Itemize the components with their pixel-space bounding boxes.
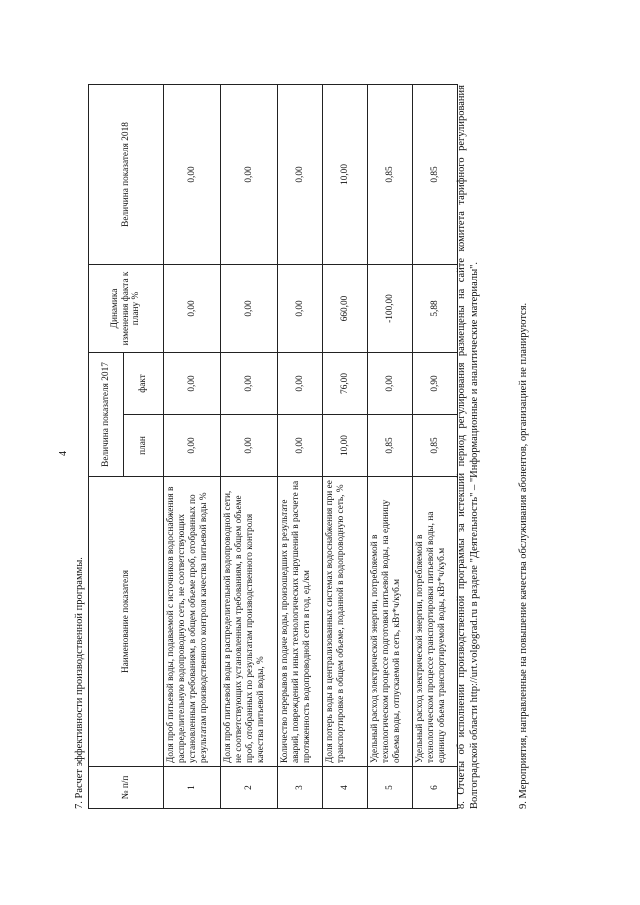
- row-dynamics: -100,00: [368, 264, 413, 352]
- row-number: 2: [221, 767, 278, 809]
- row-number: 1: [164, 767, 221, 809]
- row-plan: 0,00: [164, 415, 221, 477]
- row-fact: 76,00: [323, 352, 368, 414]
- row-name: Удельный расход электрической энергии, потребляемой в технологическом процессе транспортировки питьевой воды, на единицу объема транспортируемой воды, кВт*ч/куб.м: [413, 477, 458, 767]
- row-value-2018: 0,00: [221, 84, 278, 264]
- header-dynamics: Динамика изменения факта к плану %: [89, 264, 164, 352]
- row-plan: 0,85: [368, 415, 413, 477]
- row-name: Удельный расход электрической энергии, потребляемой в технологическом процессе подготовки питьевой воды, на единицу объема воды, отпускаемой в сеть, кВт*ч/куб.м: [368, 477, 413, 767]
- table-row: [368, 84, 413, 808]
- row-name: Доля проб питьевой воды в распределительной водопроводной сети, не соответствующих установленным требованиям, в общем объеме проб, отобранных по результатам производственного контроля качества питьевой воды, %: [221, 477, 278, 767]
- row-value-2018: 0,00: [278, 84, 323, 264]
- row-plan: 0,00: [278, 415, 323, 477]
- section-9-paragraph: 9. Мероприятия, направленные на повышение качества обслуживания абонентов, организацией не планируются.: [518, 302, 529, 809]
- row-value-2018: 0,00: [164, 84, 221, 264]
- row-fact: 0,00: [221, 352, 278, 414]
- row-number: 3: [278, 767, 323, 809]
- row-name: Количество перерывов в подаче воды, произошедших в результате аварий, повреждений и иных технологических нарушений в расчете на протяженность водопроводной сети в год, ед./км: [278, 477, 323, 767]
- row-plan: 0,00: [221, 415, 278, 477]
- table-row: [164, 84, 221, 808]
- section-7-title: 7. Расчет эффективности производственной программы.: [74, 557, 85, 809]
- row-plan: 0,85: [413, 415, 458, 477]
- section-8-paragraph: 8. Отчеты об исполнении производственной программы за истекший период регулирования размещены на сайте комитета тарифного регулирования Волгоградской области http://urt.volgograd.ru в разделе "Деятельность" – "Информационные и аналитические материалы".: [456, 85, 480, 809]
- header-row: [89, 84, 124, 808]
- row-name: Доля потерь воды в централизованных системах водоснабжения при ее транспортировке в общем объеме, поданной в водопроводную сеть, %: [323, 477, 368, 767]
- row-fact: 0,00: [368, 352, 413, 414]
- row-fact: 0,00: [164, 352, 221, 414]
- table-row: [221, 84, 278, 808]
- header-num: № п/п: [89, 767, 164, 809]
- header-value-2018: Величина показателя 2018: [89, 84, 164, 264]
- row-dynamics: 0,00: [278, 264, 323, 352]
- row-value-2018: 0,85: [368, 84, 413, 264]
- row-name: Доля проб питьевой воды, подаваемой с источников водоснабжения в распределительную водопроводную сеть, не соответствующих установленным требованиям, в общем объеме проб, отобранных по результатам производственного контроля качества питьевой воды %: [164, 477, 221, 767]
- table-row: [323, 84, 368, 808]
- row-fact: 0,00: [278, 352, 323, 414]
- row-dynamics: 660,00: [323, 264, 368, 352]
- table-row: [413, 84, 458, 808]
- header-plan: план: [124, 415, 164, 477]
- row-value-2018: 0,85: [413, 84, 458, 264]
- header-name: Наименование показателя: [89, 477, 164, 767]
- header-fact: факт: [124, 352, 164, 414]
- efficiency-table: [88, 84, 458, 809]
- row-dynamics: 5,88: [413, 264, 458, 352]
- row-dynamics: 0,00: [164, 264, 221, 352]
- page-number: 4: [58, 451, 69, 456]
- row-number: 4: [323, 767, 368, 809]
- row-fact: 0,90: [413, 352, 458, 414]
- row-plan: 10,00: [323, 415, 368, 477]
- header-value-2017: Величина показателя 2017: [89, 352, 124, 476]
- row-value-2018: 10,00: [323, 84, 368, 264]
- row-number: 5: [368, 767, 413, 809]
- row-dynamics: 0,00: [221, 264, 278, 352]
- row-number: 6: [413, 767, 458, 809]
- table-row: [278, 84, 323, 808]
